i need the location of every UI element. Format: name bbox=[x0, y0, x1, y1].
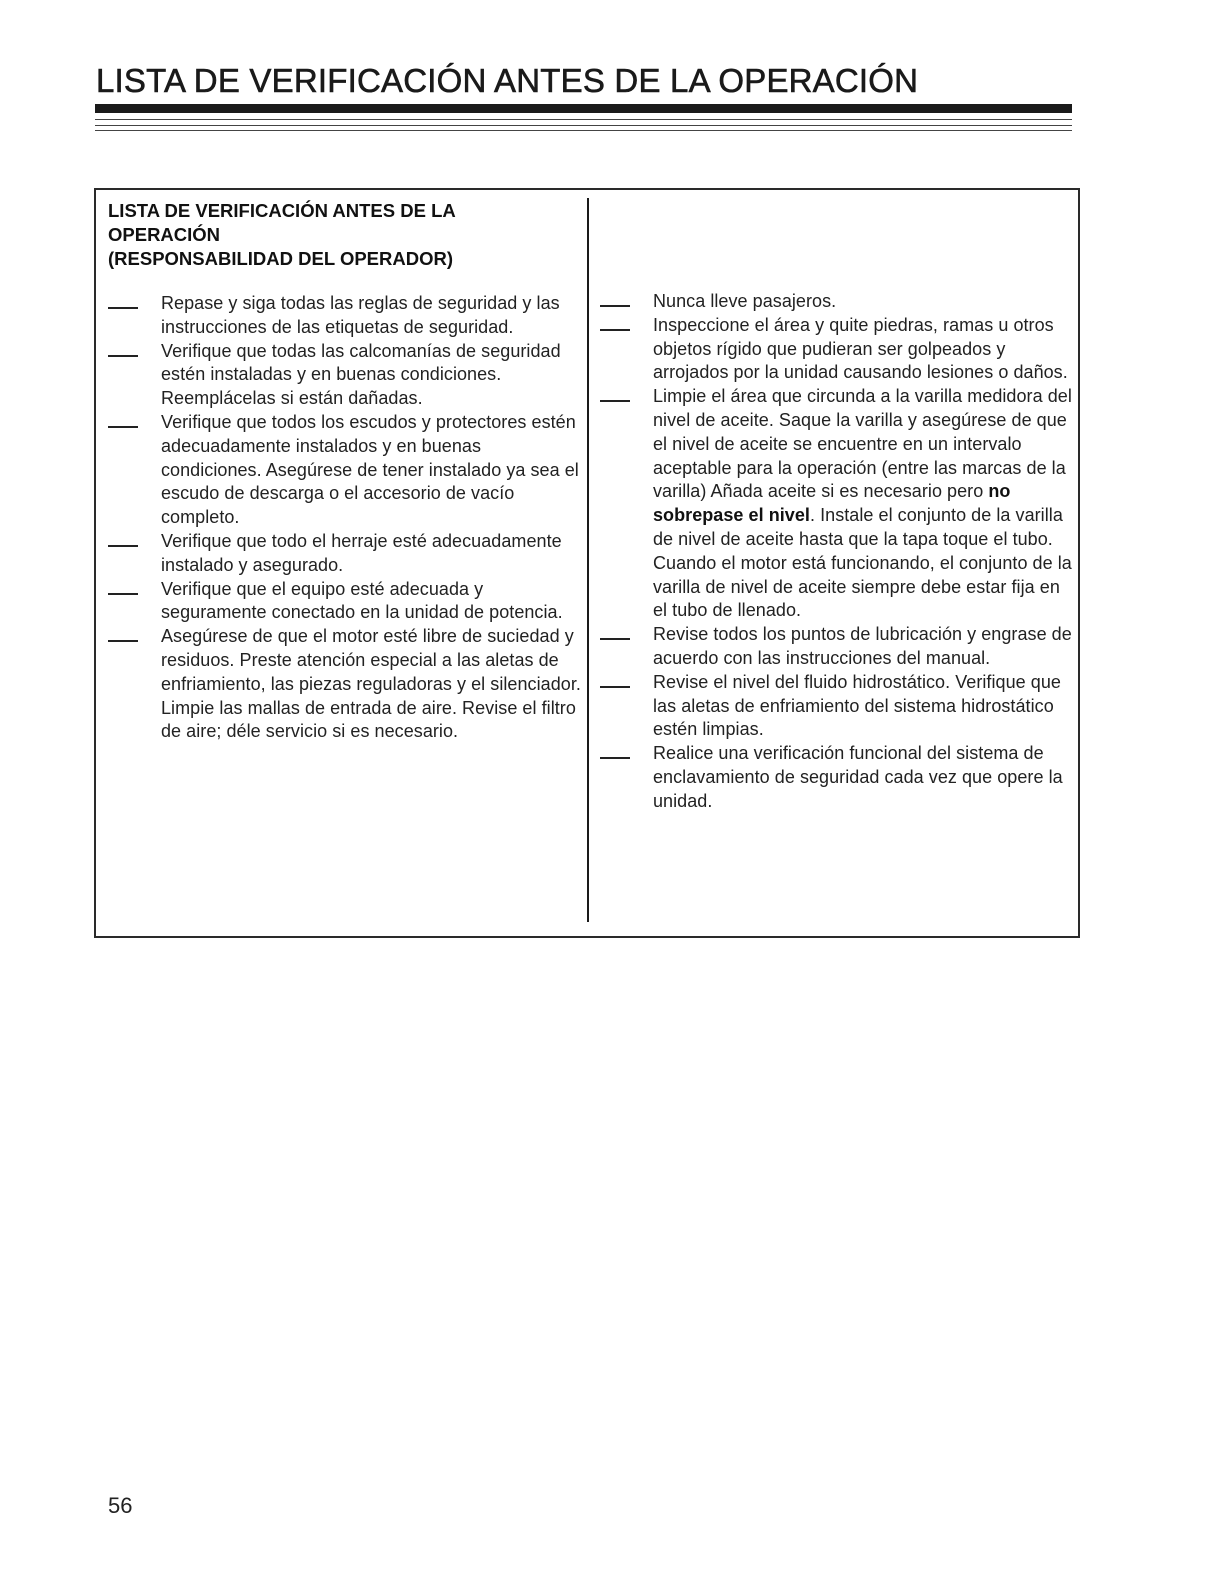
checkbox-blank-line[interactable] bbox=[600, 400, 630, 402]
checklist-item bbox=[600, 314, 1075, 385]
checklist-item bbox=[600, 742, 1075, 813]
checklist-item-text-part: Limpie el área que circunda a la varilla medidora del nivel de aceite. Saque la varilla y asegúrese de que el nivel de aceite se encuentre en un intervalo aceptable para la operación (entre las marcas de la varilla) Añada aceite si es necesario pero bbox=[653, 386, 1072, 502]
checkbox-blank-line[interactable] bbox=[600, 329, 630, 331]
checkbox-blank-line[interactable] bbox=[108, 640, 138, 642]
checkbox-blank-line[interactable] bbox=[108, 593, 138, 595]
checklist-item bbox=[600, 671, 1075, 742]
checklist-item bbox=[600, 385, 1075, 623]
checklist-left-column bbox=[108, 292, 583, 744]
title-underline-thick bbox=[95, 104, 1072, 113]
checklist-item-text: Verifique que todas las calcomanías de seguridad estén instaladas y en buenas condiciones. Reemplácelas si están dañadas. bbox=[161, 340, 561, 409]
title-underline-thin bbox=[95, 125, 1072, 126]
checkbox-blank-line[interactable] bbox=[600, 305, 630, 307]
checklist-item bbox=[108, 292, 583, 340]
title-underline-thin bbox=[95, 130, 1072, 131]
checklist-item bbox=[108, 578, 583, 626]
checklist-item bbox=[600, 623, 1075, 671]
checklist-item-text bbox=[653, 385, 1075, 623]
checkbox-blank-line[interactable] bbox=[108, 426, 138, 428]
page-title: LISTA DE VERIFICACIÓN ANTES DE LA OPERACIÓN bbox=[96, 62, 919, 99]
checkbox-blank-line[interactable] bbox=[108, 307, 138, 309]
checklist-item-text: Repase y siga todas las reglas de seguridad y las instrucciones de las etiquetas de seguridad. bbox=[161, 293, 560, 337]
checkbox-blank-line[interactable] bbox=[600, 757, 630, 759]
checklist-right-column bbox=[600, 290, 1075, 814]
checklist-item-text: Verifique que todo el herraje esté adecuadamente instalado y asegurado. bbox=[161, 530, 562, 575]
checklist-item-text: Revise el nivel del fluido hidrostático. Verifique que las aletas de enfriamiento del sistema hidrostático estén limpias. bbox=[653, 671, 1061, 740]
checklist-heading bbox=[108, 199, 578, 271]
emphasis-warning: no sobrepase el nivel bbox=[653, 481, 1011, 526]
checklist-item-text-part: . Instale el conjunto de la varilla de nivel de aceite hasta que la tapa toque el tubo. Cuando el motor está funcionando, el conjunto de la varilla de nivel de aceite siempre debe estar fija en el tubo de llenado. bbox=[653, 505, 1072, 621]
title-underline-thin bbox=[95, 119, 1072, 120]
checklist-item-text: Realice una verificación funcional del sistema de enclavamiento de seguridad cada vez que opere la unidad. bbox=[653, 743, 1063, 811]
checklist-item bbox=[108, 625, 583, 744]
checklist-item bbox=[108, 411, 583, 530]
checklist-item bbox=[600, 290, 1075, 314]
checklist-item bbox=[108, 530, 583, 578]
column-divider bbox=[587, 198, 589, 922]
checklist-item-text: Revise todos los puntos de lubricación y engrase de acuerdo con las instrucciones del manual. bbox=[653, 624, 1072, 668]
checklist-heading-subtitle: (RESPONSABILIDAD DEL OPERADOR) bbox=[108, 248, 454, 269]
checkbox-blank-line[interactable] bbox=[600, 686, 630, 688]
checklist-item bbox=[108, 340, 583, 411]
checklist-item-text: Inspeccione el área y quite piedras, ramas u otros objetos rígido que pudieran ser golpeados y arrojados por la unidad causando lesiones o daños. bbox=[653, 314, 1068, 383]
checklist-item-text: Asegúrese de que el motor esté libre de suciedad y residuos. Preste atención especial a las aletas de enfriamiento, las piezas reguladoras y el silenciador. Limpie las mallas de entrada de aire. Revise el filtro de aire; déle servicio si es necesario. bbox=[161, 626, 581, 742]
checkbox-blank-line[interactable] bbox=[600, 638, 630, 640]
page-number: 56 bbox=[108, 1493, 133, 1518]
checklist-item-text: Nunca lleve pasajeros. bbox=[653, 291, 837, 311]
checklist-item-text: Verifique que todos los escudos y protectores estén adecuadamente instalados y en buenas condiciones. Asegúrese de tener instalado ya sea el escudo de descarga o el accesorio de vacío completo. bbox=[161, 411, 579, 528]
checklist-item-text: Verifique que el equipo esté adecuada y seguramente conectado en la unidad de potencia. bbox=[161, 578, 563, 623]
checkbox-blank-line[interactable] bbox=[108, 355, 138, 357]
checklist-heading-line: OPERACIÓN bbox=[108, 224, 221, 245]
checklist-heading-line: LISTA DE VERIFICACIÓN ANTES DE LA bbox=[108, 200, 456, 221]
checkbox-blank-line[interactable] bbox=[108, 545, 138, 547]
